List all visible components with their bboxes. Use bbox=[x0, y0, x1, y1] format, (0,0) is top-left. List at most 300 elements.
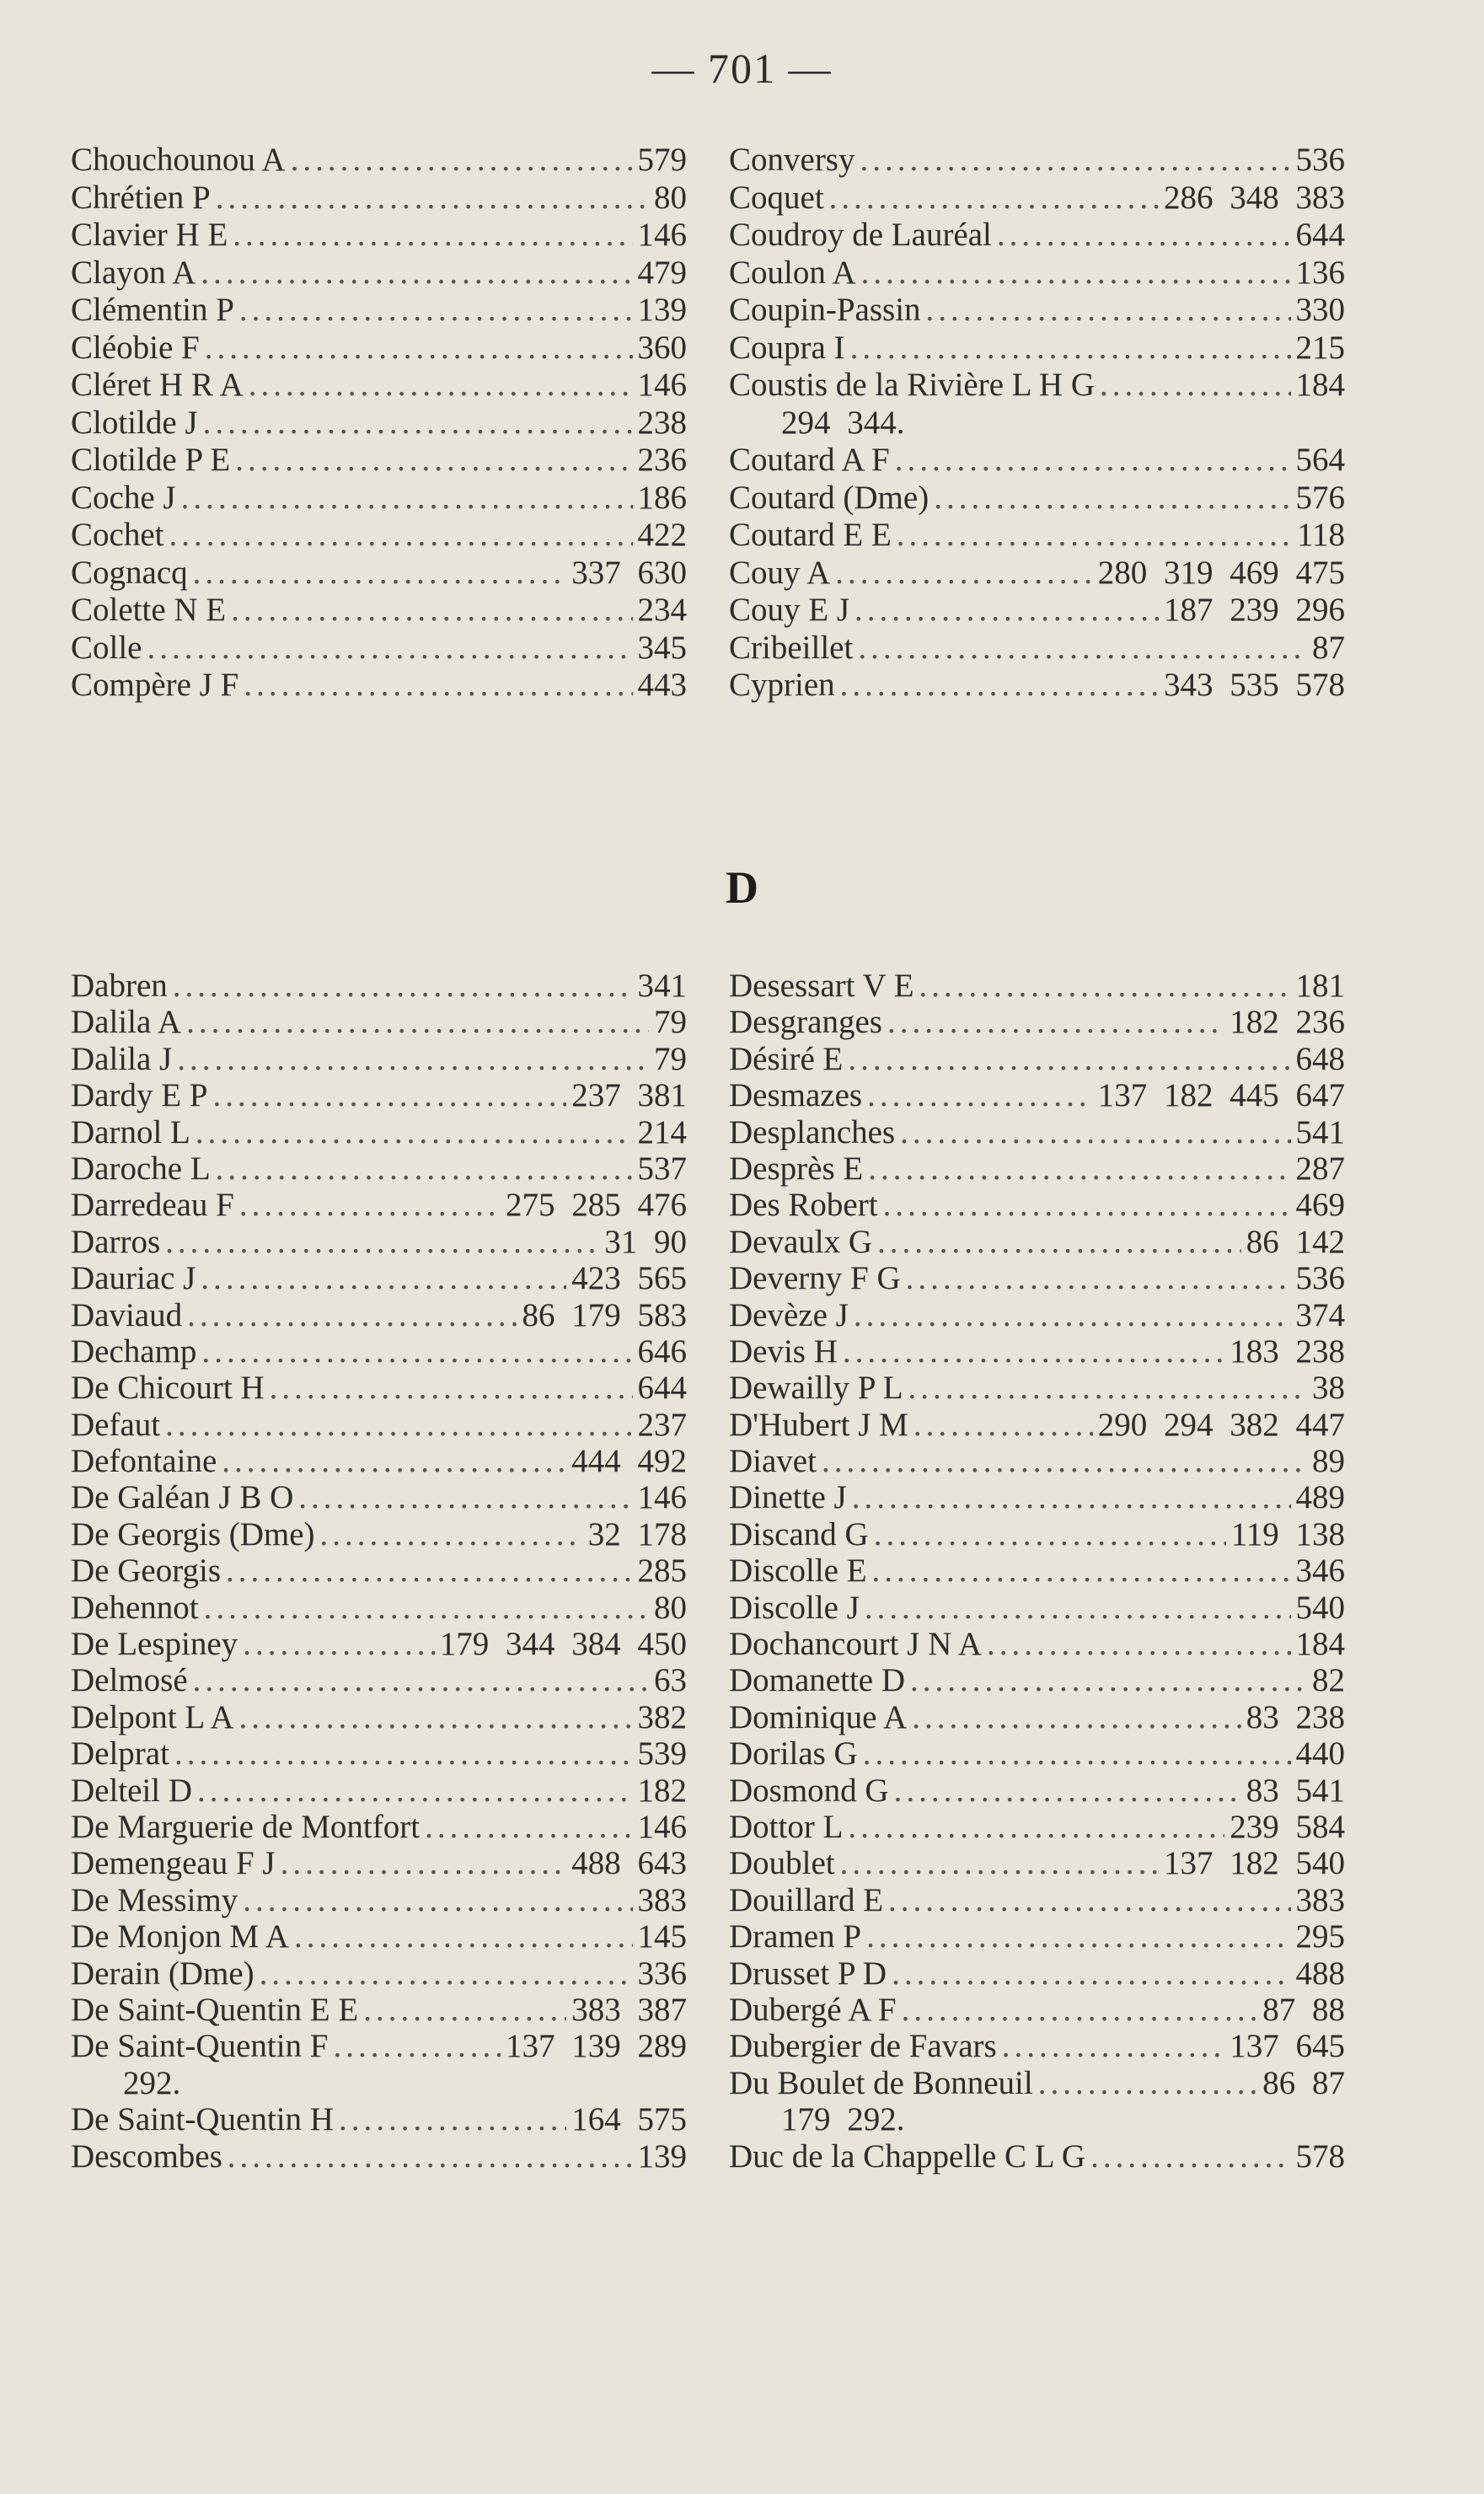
index-entry bbox=[71, 1114, 687, 1150]
entry-pages: 86 179 583 bbox=[522, 1296, 687, 1333]
index-entry bbox=[71, 1297, 687, 1333]
entry-continuation: 294 344. bbox=[781, 404, 905, 441]
index-entry bbox=[71, 667, 687, 705]
entry-continuation: 292. bbox=[123, 2064, 181, 2101]
index-entry bbox=[71, 630, 687, 668]
entry-name: Cognacq bbox=[71, 554, 188, 591]
entry-pages: 280 319 469 475 bbox=[1097, 554, 1345, 591]
entry-name: Darros bbox=[71, 1223, 161, 1260]
dot-leader bbox=[205, 330, 633, 367]
dot-leader bbox=[169, 517, 632, 555]
dot-leader bbox=[187, 1297, 517, 1333]
entry-name: Cochet bbox=[71, 517, 164, 553]
index-entry bbox=[729, 1443, 1345, 1479]
index-entry bbox=[71, 555, 687, 593]
index-entry bbox=[729, 480, 1345, 518]
entry-name: Descombes bbox=[71, 2137, 222, 2175]
index-entry bbox=[729, 2028, 1345, 2064]
dot-leader bbox=[855, 592, 1159, 630]
entry-name: Dalila J bbox=[71, 1040, 173, 1077]
entry-pages: 374 bbox=[1295, 1296, 1345, 1333]
dot-leader bbox=[320, 1516, 583, 1553]
index-entry bbox=[729, 1918, 1345, 1955]
entry-name: Compère J F bbox=[71, 667, 239, 703]
index-entry bbox=[729, 1735, 1345, 1772]
index-entry bbox=[71, 1004, 687, 1040]
index-entry bbox=[71, 1955, 687, 1992]
index-entry bbox=[71, 1150, 687, 1187]
entry-pages: 422 bbox=[637, 517, 687, 553]
index-entry bbox=[71, 1918, 687, 1955]
index-column-left bbox=[71, 968, 687, 2175]
entry-pages: 285 bbox=[637, 1553, 687, 1590]
entry-name: Clayon A bbox=[71, 254, 196, 291]
entry-pages: 469 bbox=[1295, 1187, 1345, 1224]
entry-name: De Messimy bbox=[71, 1881, 238, 1918]
entry-pages: 214 bbox=[637, 1113, 687, 1150]
dot-leader bbox=[173, 968, 633, 1004]
dot-leader bbox=[874, 1516, 1226, 1553]
dot-leader bbox=[1038, 2065, 1258, 2101]
index-block-d bbox=[71, 968, 1345, 2175]
index-entry bbox=[71, 367, 687, 405]
dot-leader bbox=[860, 142, 1291, 180]
entry-name: Coupin-Passin bbox=[729, 292, 921, 328]
dot-leader bbox=[840, 667, 1159, 705]
entry-pages: 576 bbox=[1295, 479, 1345, 516]
entry-name: Demengeau F J bbox=[71, 1845, 276, 1882]
entry-pages: 164 575 bbox=[571, 2101, 687, 2138]
entry-name: D'Hubert J M bbox=[729, 1406, 908, 1443]
dot-leader bbox=[243, 1882, 632, 1918]
entry-name: Désiré E bbox=[729, 1040, 844, 1077]
index-entry bbox=[729, 367, 1345, 405]
index-entry bbox=[71, 1187, 687, 1223]
page-number: — 701 — bbox=[651, 45, 833, 92]
entry-name: De Georgis bbox=[71, 1553, 221, 1590]
index-entry bbox=[729, 1590, 1345, 1626]
index-entry bbox=[71, 1845, 687, 1881]
index-entry bbox=[729, 255, 1345, 292]
entry-pages: 182 bbox=[637, 1772, 687, 1809]
dot-leader bbox=[204, 1590, 649, 1626]
dot-leader bbox=[196, 1114, 633, 1150]
entry-pages: 79 bbox=[654, 1040, 687, 1077]
entry-name: Dosmond G bbox=[729, 1772, 889, 1809]
entry-name: Desplanches bbox=[729, 1113, 896, 1150]
index-entry bbox=[71, 480, 687, 518]
index-entry bbox=[729, 217, 1345, 255]
entry-name: Coquet bbox=[729, 179, 824, 216]
entry-pages: 330 bbox=[1295, 292, 1345, 328]
section-letter: D bbox=[726, 862, 758, 913]
index-entry bbox=[729, 1662, 1345, 1698]
entry-name: Discolle J bbox=[729, 1589, 860, 1626]
entry-name: Devis H bbox=[729, 1333, 838, 1370]
entry-name: Cléobie F bbox=[71, 329, 200, 366]
entry-pages: 139 bbox=[637, 2137, 687, 2175]
index-entry bbox=[71, 1333, 687, 1370]
entry-name: Coutard (Dme) bbox=[729, 479, 930, 516]
dot-leader bbox=[177, 1041, 649, 1077]
index-block-c bbox=[71, 142, 1345, 705]
entry-pages: 290 294 382 447 bbox=[1097, 1406, 1345, 1443]
entry-name: Dubergier de Favars bbox=[729, 2028, 997, 2065]
entry-name: Domanette D bbox=[729, 1662, 906, 1699]
dot-leader bbox=[852, 1479, 1291, 1515]
entry-pages: 346 bbox=[1295, 1553, 1345, 1590]
entry-pages: 295 bbox=[1295, 1918, 1345, 1955]
index-entry bbox=[729, 1955, 1345, 1992]
index-entry bbox=[71, 1882, 687, 1918]
entry-pages: 237 381 bbox=[571, 1077, 687, 1114]
index-entry bbox=[71, 1479, 687, 1515]
entry-pages: 489 bbox=[1295, 1479, 1345, 1516]
dot-leader bbox=[822, 1443, 1307, 1479]
entry-name: Coche J bbox=[71, 479, 176, 516]
dot-leader bbox=[840, 1845, 1159, 1881]
index-entry bbox=[71, 2028, 687, 2064]
entry-pages: 187 239 296 bbox=[1164, 592, 1345, 628]
index-entry bbox=[729, 330, 1345, 367]
index-entry bbox=[71, 1662, 687, 1698]
entry-name: De Galéan J B O bbox=[71, 1479, 294, 1516]
entry-name: Colle bbox=[71, 629, 142, 666]
entry-pages: 146 bbox=[637, 1479, 687, 1516]
entry-pages: 564 bbox=[1295, 442, 1345, 478]
dot-leader bbox=[848, 1809, 1224, 1845]
index-entry bbox=[71, 180, 687, 217]
dot-leader bbox=[181, 480, 633, 518]
entry-pages: 488 643 bbox=[571, 1845, 687, 1882]
entry-pages: 648 bbox=[1295, 1040, 1345, 1077]
dot-leader bbox=[868, 1150, 1290, 1187]
entry-pages: 136 bbox=[1295, 254, 1345, 291]
entry-pages: 38 bbox=[1312, 1370, 1345, 1407]
dot-leader bbox=[197, 1773, 632, 1809]
entry-pages: 80 bbox=[654, 1589, 687, 1626]
entry-name: Dinette J bbox=[729, 1479, 847, 1516]
index-entry bbox=[71, 1443, 687, 1479]
dot-leader bbox=[239, 292, 633, 330]
entry-pages: 345 bbox=[637, 629, 687, 666]
dot-leader bbox=[193, 555, 567, 593]
index-entry bbox=[71, 1553, 687, 1589]
entry-name: Desprès E bbox=[729, 1150, 864, 1187]
index-entry bbox=[729, 2065, 1345, 2101]
index-entry bbox=[729, 968, 1345, 1004]
dot-leader bbox=[339, 2101, 566, 2137]
dot-leader bbox=[829, 180, 1159, 217]
entry-name: Darnol L bbox=[71, 1113, 190, 1150]
entry-pages: 644 bbox=[637, 1370, 687, 1407]
entry-pages: 86 142 bbox=[1246, 1223, 1345, 1260]
entry-name: Delmosé bbox=[71, 1662, 188, 1699]
entry-pages: 479 bbox=[637, 254, 687, 291]
entry-pages: 341 bbox=[637, 968, 687, 1004]
dot-leader bbox=[201, 1333, 632, 1370]
entry-name: De Marguerie de Montfort bbox=[71, 1808, 421, 1845]
entry-name: Clotilde P E bbox=[71, 442, 231, 478]
entry-pages: 343 535 578 bbox=[1164, 667, 1345, 703]
entry-pages: 383 bbox=[637, 1881, 687, 1918]
index-entry bbox=[71, 292, 687, 330]
index-entry bbox=[729, 1333, 1345, 1370]
index-entry bbox=[729, 1187, 1345, 1223]
entry-name: Dochancourt J N A bbox=[729, 1626, 983, 1663]
dot-leader bbox=[222, 1443, 566, 1479]
dot-leader bbox=[260, 1955, 633, 1992]
entry-pages: 80 bbox=[654, 179, 687, 216]
dot-leader bbox=[363, 1992, 566, 2028]
entry-name: Devèze J bbox=[729, 1296, 849, 1333]
index-entry bbox=[729, 667, 1345, 705]
entry-pages: 541 bbox=[1295, 1113, 1345, 1150]
entry-pages: 184 bbox=[1295, 367, 1345, 403]
entry-name: De Saint-Quentin H bbox=[71, 2101, 334, 2138]
entry-pages: 179 344 384 450 bbox=[439, 1626, 687, 1663]
entry-name: Dauriac J bbox=[71, 1260, 196, 1297]
entry-name: Du Boulet de Bonneuil bbox=[729, 2064, 1033, 2101]
entry-name: De Saint-Quentin F bbox=[71, 2028, 329, 2065]
entry-name: Dottor L bbox=[729, 1808, 844, 1845]
index-entry bbox=[729, 180, 1345, 217]
dot-leader bbox=[239, 1699, 633, 1735]
dot-leader bbox=[243, 1626, 435, 1662]
entry-name: Clavier H E bbox=[71, 217, 228, 253]
dot-leader bbox=[906, 1260, 1291, 1296]
entry-name: Dabren bbox=[71, 968, 168, 1004]
entry-pages: 536 bbox=[1295, 142, 1345, 178]
entry-name: De Chicourt H bbox=[71, 1370, 265, 1407]
index-entry bbox=[729, 1370, 1345, 1406]
entry-name: Dehennot bbox=[71, 1589, 199, 1626]
entry-name: Drusset P D bbox=[729, 1955, 887, 1992]
entry-name: Deverny F G bbox=[729, 1260, 901, 1297]
entry-pages: 383 bbox=[1295, 1881, 1345, 1918]
index-entry bbox=[71, 1370, 687, 1406]
index-entry bbox=[71, 1735, 687, 1772]
dot-leader bbox=[294, 1918, 633, 1955]
entry-name: Delprat bbox=[71, 1735, 169, 1773]
entry-pages: 539 bbox=[637, 1735, 687, 1773]
entry-name: Daroche L bbox=[71, 1150, 211, 1187]
entry-name: Conversy bbox=[729, 142, 855, 178]
entry-name: Devaulx G bbox=[729, 1223, 873, 1260]
entry-name: Defontaine bbox=[71, 1443, 217, 1480]
entry-name: Desessart V E bbox=[729, 968, 914, 1004]
entry-pages: 488 bbox=[1295, 1955, 1345, 1992]
index-entry bbox=[71, 442, 687, 480]
dot-leader bbox=[883, 1187, 1291, 1223]
entry-pages: 139 bbox=[637, 292, 687, 328]
index-entry bbox=[729, 1041, 1345, 1077]
index-entry bbox=[71, 2138, 687, 2175]
index-entry bbox=[729, 630, 1345, 668]
entry-pages: 337 630 bbox=[571, 554, 687, 591]
dot-leader bbox=[926, 292, 1291, 330]
index-column-left bbox=[71, 142, 687, 705]
entry-pages: 215 bbox=[1295, 329, 1345, 366]
index-entry bbox=[729, 442, 1345, 480]
entry-pages: 146 bbox=[637, 367, 687, 403]
entry-pages: 238 bbox=[637, 404, 687, 441]
index-entry bbox=[71, 968, 687, 1004]
index-entry bbox=[729, 1114, 1345, 1150]
index-entry bbox=[71, 1407, 687, 1443]
index-entry bbox=[71, 1224, 687, 1260]
entry-pages: 137 182 445 647 bbox=[1097, 1077, 1345, 1114]
dot-leader bbox=[165, 1224, 599, 1260]
entry-pages: 181 bbox=[1295, 968, 1345, 1004]
dot-leader bbox=[203, 405, 633, 442]
index-entry bbox=[71, 142, 687, 180]
entry-pages: 79 bbox=[654, 1004, 687, 1041]
dot-leader bbox=[919, 968, 1291, 1004]
dot-leader bbox=[147, 630, 633, 668]
index-entry bbox=[729, 1004, 1345, 1040]
index-entry bbox=[729, 1992, 1345, 2028]
dot-leader bbox=[212, 1077, 566, 1113]
dot-leader bbox=[216, 1150, 633, 1187]
index-entry bbox=[729, 1626, 1345, 1662]
index-entry bbox=[71, 1516, 687, 1553]
entry-name: Dramen P bbox=[729, 1918, 862, 1955]
entry-name: Coulon A bbox=[729, 254, 856, 291]
dot-leader bbox=[186, 1004, 649, 1040]
entry-pages: 360 bbox=[637, 329, 687, 366]
entry-name: Dardy E P bbox=[71, 1077, 208, 1114]
dot-leader bbox=[912, 1699, 1241, 1735]
dot-leader bbox=[861, 255, 1291, 292]
entry-name: Desmazes bbox=[729, 1077, 863, 1114]
entry-pages: 31 90 bbox=[604, 1223, 687, 1260]
dot-leader bbox=[892, 1955, 1290, 1992]
entry-name: Desgranges bbox=[729, 1004, 882, 1041]
entry-pages: 183 238 bbox=[1230, 1333, 1345, 1370]
dot-leader bbox=[1002, 2028, 1225, 2064]
entry-pages: 86 87 bbox=[1262, 2064, 1345, 2101]
index-entry bbox=[729, 1882, 1345, 1918]
index-entry bbox=[729, 292, 1345, 330]
entry-pages: 119 138 bbox=[1230, 1515, 1345, 1553]
dot-leader bbox=[897, 517, 1292, 555]
dot-leader bbox=[235, 442, 632, 480]
index-entry bbox=[71, 1809, 687, 1845]
entry-pages: 118 bbox=[1296, 517, 1345, 553]
entry-pages: 382 bbox=[637, 1698, 687, 1735]
entry-pages: 579 bbox=[637, 142, 687, 178]
index-entry bbox=[729, 517, 1345, 555]
entry-pages: 83 541 bbox=[1246, 1772, 1345, 1809]
index-entry bbox=[729, 1553, 1345, 1589]
entry-name: Discand G bbox=[729, 1515, 869, 1553]
entry-pages: 275 285 476 bbox=[506, 1187, 687, 1224]
dot-leader bbox=[239, 1187, 501, 1223]
entry-pages: 537 bbox=[637, 1150, 687, 1187]
entry-pages: 182 236 bbox=[1230, 1004, 1345, 1041]
entry-pages: 87 bbox=[1312, 629, 1345, 666]
index-entry bbox=[71, 1041, 687, 1077]
dot-leader bbox=[1090, 2138, 1290, 2175]
dot-leader bbox=[244, 667, 632, 705]
entry-name: Douillard E bbox=[729, 1881, 884, 1918]
entry-name: Defaut bbox=[71, 1406, 161, 1443]
index-entry bbox=[729, 1845, 1345, 1881]
entry-name: Cyprien bbox=[729, 667, 835, 703]
entry-name: Dewailly P L bbox=[729, 1370, 903, 1407]
index-entry bbox=[71, 1077, 687, 1113]
entry-name: Coutard A F bbox=[729, 442, 890, 478]
dot-leader bbox=[1100, 367, 1291, 405]
entry-name: Des Robert bbox=[729, 1187, 878, 1224]
entry-name: Delteil D bbox=[71, 1772, 193, 1809]
entry-pages: 137 139 289 bbox=[506, 2028, 687, 2065]
entry-pages: 32 178 bbox=[587, 1515, 687, 1553]
entry-pages: 644 bbox=[1295, 217, 1345, 253]
entry-pages: 137 182 540 bbox=[1164, 1845, 1345, 1882]
dot-leader bbox=[910, 1662, 1307, 1698]
index-entry bbox=[729, 1260, 1345, 1296]
index-entry bbox=[71, 217, 687, 255]
entry-pages: 236 bbox=[637, 442, 687, 478]
entry-name: Colette N E bbox=[71, 592, 227, 628]
entry-pages: 536 bbox=[1295, 1260, 1345, 1297]
dot-leader bbox=[863, 1735, 1291, 1772]
entry-name: De Saint-Quentin E E bbox=[71, 1991, 359, 2028]
index-entry bbox=[71, 517, 687, 555]
dot-leader bbox=[270, 1370, 633, 1406]
entry-name: De Georgis (Dme) bbox=[71, 1515, 315, 1553]
dot-leader bbox=[249, 367, 633, 405]
entry-name: De Lespiney bbox=[71, 1626, 238, 1663]
entry-name: Diavet bbox=[729, 1443, 817, 1480]
index-entry bbox=[729, 1773, 1345, 1809]
entry-pages: 89 bbox=[1312, 1443, 1345, 1480]
dot-leader bbox=[987, 1626, 1290, 1662]
entry-name: Coustis de la Rivière L H G bbox=[729, 367, 1095, 403]
index-column-right bbox=[729, 142, 1345, 705]
entry-pages: 440 bbox=[1295, 1735, 1345, 1773]
dot-leader bbox=[877, 1224, 1241, 1260]
index-column-right bbox=[729, 968, 1345, 2175]
entry-name: Cribeillet bbox=[729, 629, 854, 666]
entry-pages: 237 bbox=[637, 1406, 687, 1443]
dot-leader bbox=[835, 555, 1092, 593]
entry-pages: 578 bbox=[1295, 2137, 1345, 2175]
entry-name: Daviaud bbox=[71, 1296, 183, 1333]
entry-name: Chrétien P bbox=[71, 179, 211, 216]
entry-name: Clémentin P bbox=[71, 292, 234, 328]
index-entry bbox=[71, 1590, 687, 1626]
entry-name: Dorilas G bbox=[729, 1735, 858, 1773]
dot-leader bbox=[865, 1590, 1291, 1626]
dot-leader bbox=[233, 217, 632, 255]
entry-pages: 137 645 bbox=[1230, 2028, 1345, 2065]
index-entry bbox=[71, 255, 687, 292]
index-entry bbox=[729, 1297, 1345, 1333]
dot-leader bbox=[174, 1735, 633, 1772]
dot-leader bbox=[872, 1553, 1291, 1589]
entry-name: Coupra I bbox=[729, 329, 845, 366]
entry-pages: 186 bbox=[637, 479, 687, 516]
dot-leader bbox=[866, 1918, 1290, 1955]
entry-pages: 63 bbox=[654, 1662, 687, 1699]
dot-leader bbox=[900, 1114, 1290, 1150]
dot-leader bbox=[298, 1479, 632, 1515]
entry-pages: 423 565 bbox=[571, 1260, 687, 1297]
entry-pages: 383 387 bbox=[571, 1991, 687, 2028]
